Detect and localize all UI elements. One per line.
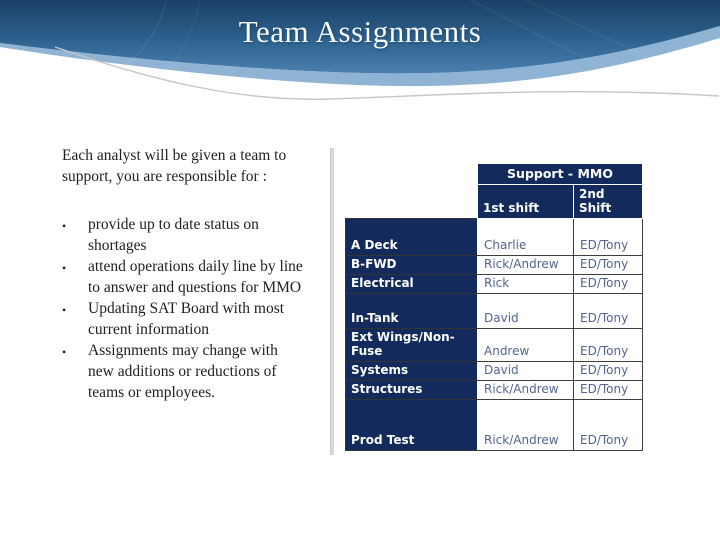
shift1-cell: Rick/Andrew (478, 381, 574, 400)
bullet-item (62, 256, 318, 298)
table-row (346, 362, 643, 381)
shift2-cell: ED/Tony (574, 256, 643, 275)
table-corner-blank (346, 185, 478, 219)
body-text-block (62, 145, 318, 403)
intro-paragraph: Each analyst will be given a team to support, you are responsible for : (62, 147, 287, 185)
shift2-cell: ED/Tony (574, 381, 643, 400)
bullet-text: provide up to date status on shortages (88, 216, 259, 254)
page-title: Team Assignments (238, 14, 482, 49)
row-label-cell: In-Tank (346, 294, 478, 329)
bullet-text: Assignments may change with new additions or reductions of teams or employees. (88, 342, 278, 401)
row-label-cell: Systems (346, 362, 478, 381)
shift2-cell: ED/Tony (574, 294, 643, 329)
shift1-cell: Rick/Andrew (478, 400, 574, 451)
table-group-header: Support - MMO (478, 164, 643, 185)
table-row (346, 329, 643, 362)
shift2-cell: ED/Tony (574, 219, 643, 256)
content-divider (330, 148, 334, 455)
bullet-item (62, 214, 318, 256)
row-label-cell: A Deck (346, 219, 478, 256)
col-header-1st-shift: 1st shift (478, 185, 574, 219)
table-row (346, 400, 643, 451)
shift1-cell: David (478, 362, 574, 381)
col-header-2nd-shift: 2nd Shift (574, 185, 643, 219)
row-label-cell: Electrical (346, 275, 478, 294)
shift1-cell: Rick (478, 275, 574, 294)
shift1-cell: David (478, 294, 574, 329)
row-label-cell: Prod Test (346, 400, 478, 451)
shift1-cell: Charlie (478, 219, 574, 256)
bullet-dot: • (62, 219, 67, 233)
shift1-cell: Andrew (478, 329, 574, 362)
bullet-dot: • (62, 303, 67, 317)
shift2-cell: ED/Tony (574, 275, 643, 294)
table-row (346, 275, 643, 294)
bullet-dot: • (62, 261, 67, 275)
shift2-cell: ED/Tony (574, 329, 643, 362)
table-corner-blank (346, 164, 478, 185)
bullet-item (62, 340, 318, 403)
shift2-cell: ED/Tony (574, 362, 643, 381)
row-label-cell: B-FWD (346, 256, 478, 275)
bullet-text: attend operations daily line by line to answer and questions for MMO (88, 258, 303, 296)
shift2-cell: ED/Tony (574, 400, 643, 451)
table-row (346, 381, 643, 400)
bullet-dot: • (62, 345, 67, 359)
row-label-cell: Ext Wings/Non-Fuse (346, 329, 478, 362)
table-row (346, 219, 643, 256)
bullet-list (62, 214, 318, 403)
bullet-text: Updating SAT Board with most current information (88, 300, 285, 338)
shift1-cell: Rick/Andrew (478, 256, 574, 275)
table-row (346, 256, 643, 275)
assignments-table (345, 163, 643, 451)
title-banner (0, 0, 720, 140)
row-label-cell: Structures (346, 381, 478, 400)
bullet-item (62, 298, 318, 340)
table-row (346, 294, 643, 329)
